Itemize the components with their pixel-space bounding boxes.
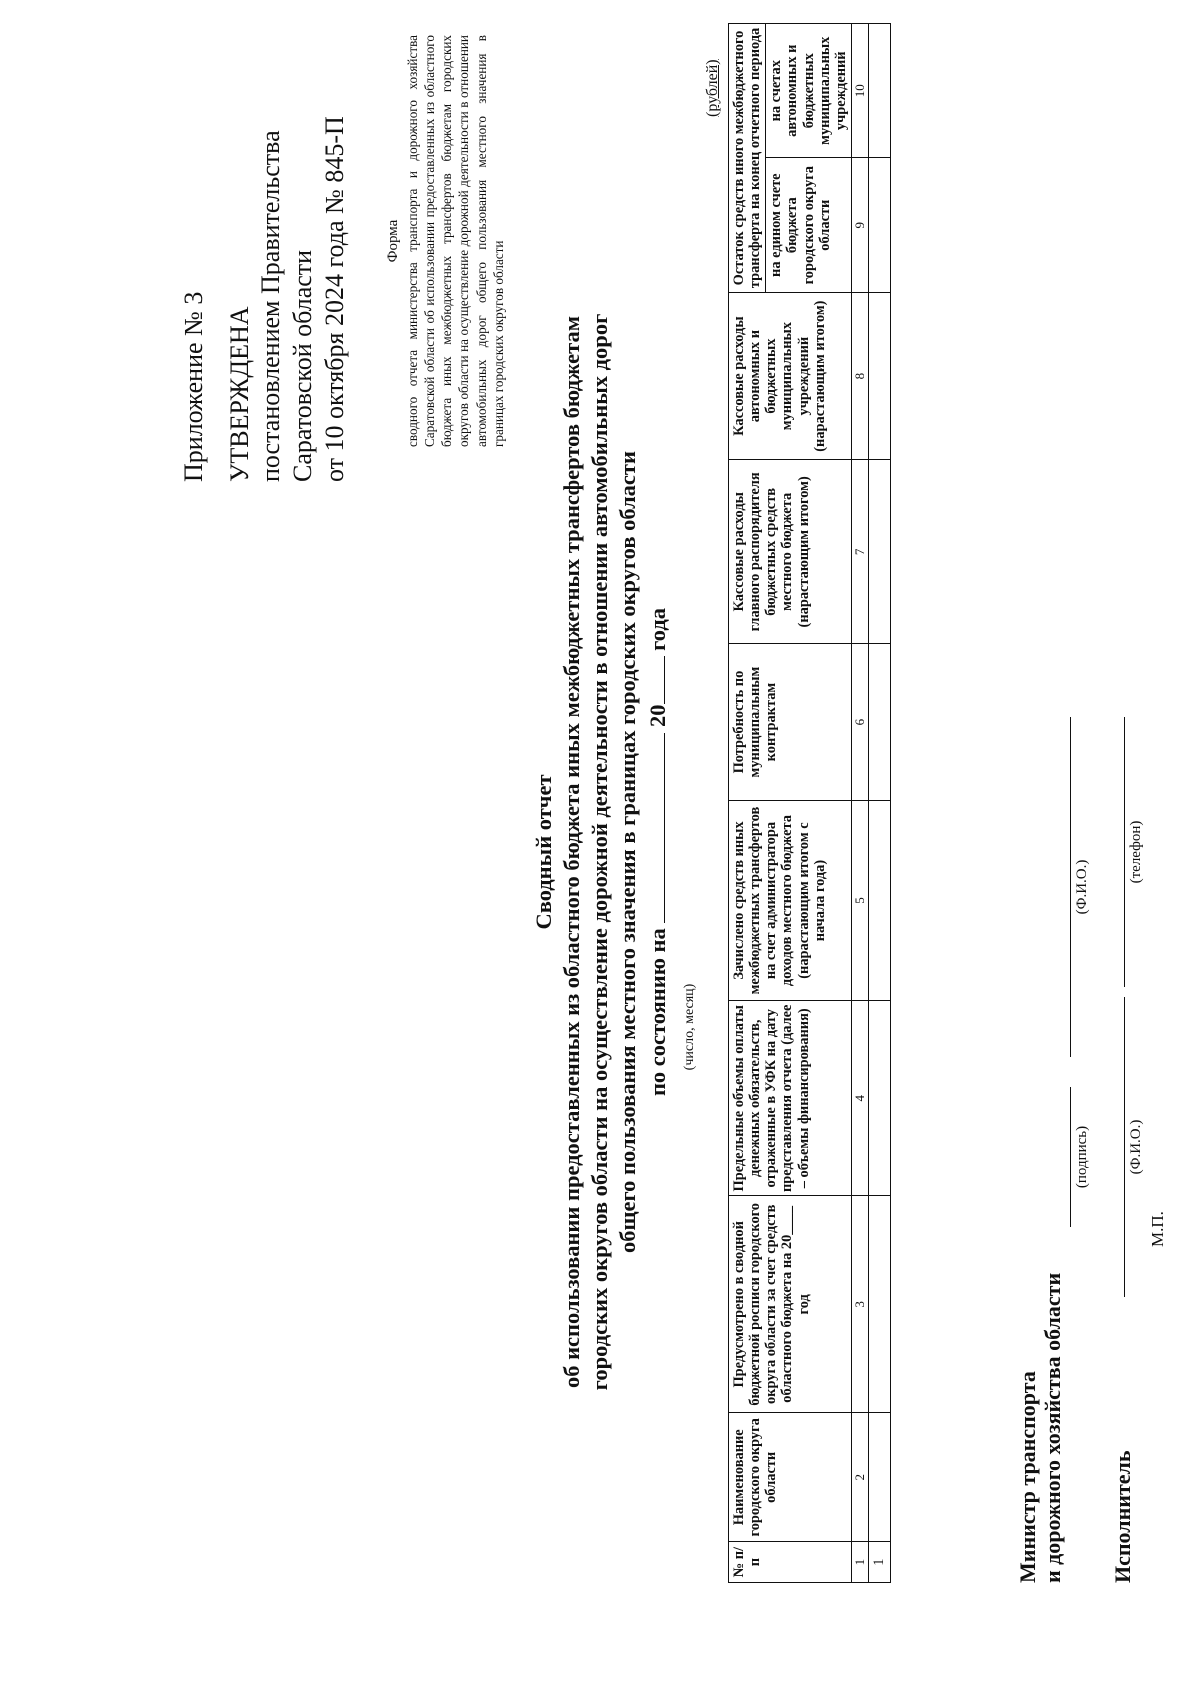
table-cell[interactable] <box>869 158 890 292</box>
approval-line-3: от 10 октября 2024 года № 845-П <box>319 116 349 482</box>
table-cell[interactable] <box>869 292 890 459</box>
signature-hint: (подпись) <box>1074 1125 1090 1189</box>
minister-line-2: и дорожного хозяйства области <box>1040 1272 1066 1583</box>
header-rem-accounts: на счетах автономных и бюджетных муниципальных учреждений <box>766 24 852 159</box>
form-description: сводного отчета министерства транспорта и дорожного хозяйства Саратовской области об использовании предоставленных из областного бюджета иных межбюджетных трансфертов бюджетам городских округов области на осуществление дорожной деятельности в отношении автомобильных дорог общего пользования местного значения в границах городских округов области <box>405 35 506 447</box>
executor-fio-line[interactable] <box>1124 997 1125 1297</box>
year-blank[interactable] <box>664 657 665 705</box>
approval-line-2: Саратовской области <box>288 249 318 482</box>
report-table <box>728 23 891 1583</box>
row-num-cell: 1 <box>869 1542 890 1583</box>
date-blank[interactable] <box>664 733 665 923</box>
minister-label <box>1015 1273 1066 1583</box>
executor-label: Исполнитель <box>1110 1450 1135 1583</box>
title-line-1: об использовании предоставленных из областного бюджета иных межбюджетных трансфертов бюджетам <box>558 315 584 1389</box>
signature-line[interactable] <box>1070 1087 1071 1227</box>
header-demand: Потребность по муниципальным контрактам <box>729 644 852 800</box>
header-remainder: Остаток средств иного межбюджетного трансферта на конец отчетного периода <box>729 24 766 293</box>
colnum-5: 5 <box>851 800 869 1001</box>
approved-label: УТВЕРЖДЕНА <box>224 306 254 482</box>
title-line-2: городских округов области на осуществление дорожной деятельности в отношении автомобильных дорог <box>586 313 612 1391</box>
colnum-7: 7 <box>851 460 869 644</box>
year-prefix: 20 <box>644 704 670 727</box>
table-cell[interactable] <box>869 1413 890 1542</box>
header-credited: Зачислено средств иных межбюджетных трансфертов на счет администратора доходов местного бюджета (нарастающим итогом с начала года) <box>729 800 852 1001</box>
header-name: Наименование городского округа области <box>729 1413 852 1542</box>
table-cell[interactable] <box>869 460 890 644</box>
colnum-6: 6 <box>851 644 869 800</box>
column-number-row <box>851 24 869 1583</box>
form-block <box>385 35 507 447</box>
colnum-9: 9 <box>851 158 869 292</box>
header-cash-main: Кассовые расходы главного распорядителя бюджетных средств местного бюджета (нарастающим итогом) <box>729 460 852 644</box>
title-line-3: общего пользования местного значения в границах городских округов области <box>614 451 640 1253</box>
header-rem-single: на едином счете бюджета городского округа области <box>766 158 852 292</box>
table-cell[interactable] <box>869 1001 890 1196</box>
approval-line-1: постановлением Правительства <box>256 130 286 482</box>
header-cash-auto: Кассовые расходы автономных и бюджетных муниципальных учреждений (нарастающим итогом) <box>729 292 852 459</box>
minister-fio-hint: (Ф.И.О.) <box>1074 859 1090 915</box>
report-heading: Сводный отчет <box>531 774 556 930</box>
header-planned: Предусмотрено в сводной бюджетной росписи городского округа области за счет средств областного бюджета на 20____ год <box>729 1196 852 1413</box>
colnum-8: 8 <box>851 292 869 459</box>
phone-line[interactable] <box>1124 717 1125 987</box>
colnum-10: 10 <box>851 24 869 159</box>
colnum-3: 3 <box>851 1196 869 1413</box>
approval-block <box>178 42 351 482</box>
minister-fio-line[interactable] <box>1070 717 1071 1057</box>
colnum-1: 1 <box>851 1542 869 1583</box>
as-of-line <box>644 237 672 1467</box>
table-header-row <box>729 24 766 1583</box>
header-num: № п/п <box>729 1542 852 1583</box>
as-of-prefix: по состоянию на <box>644 928 670 1097</box>
header-limits: Предельные объемы оплаты денежных обязательств, отраженные в УФК на дату представления отчета (далее – объемы финансирования) <box>729 1001 852 1196</box>
phone-hint: (телефон) <box>1128 820 1144 884</box>
table-row <box>869 24 890 1583</box>
minister-line-1: Министр транспорта <box>1015 1371 1040 1583</box>
table-cell[interactable] <box>869 644 890 800</box>
year-suffix: года <box>644 607 670 651</box>
table-cell[interactable] <box>869 800 890 1001</box>
stamp-place-label: М.П. <box>1148 1211 1167 1247</box>
colnum-2: 2 <box>851 1413 869 1542</box>
colnum-4: 4 <box>851 1001 869 1196</box>
report-title <box>530 237 671 1467</box>
table-cell[interactable] <box>869 1196 890 1413</box>
table-cell[interactable] <box>869 24 890 159</box>
date-hint: (число, месяц) <box>682 983 697 1071</box>
form-label: Форма <box>385 219 401 263</box>
executor-fio-hint: (Ф.И.О.) <box>1128 1119 1144 1175</box>
unit-label: (рублей) <box>704 59 721 117</box>
annex-label: Приложение № 3 <box>179 291 208 482</box>
